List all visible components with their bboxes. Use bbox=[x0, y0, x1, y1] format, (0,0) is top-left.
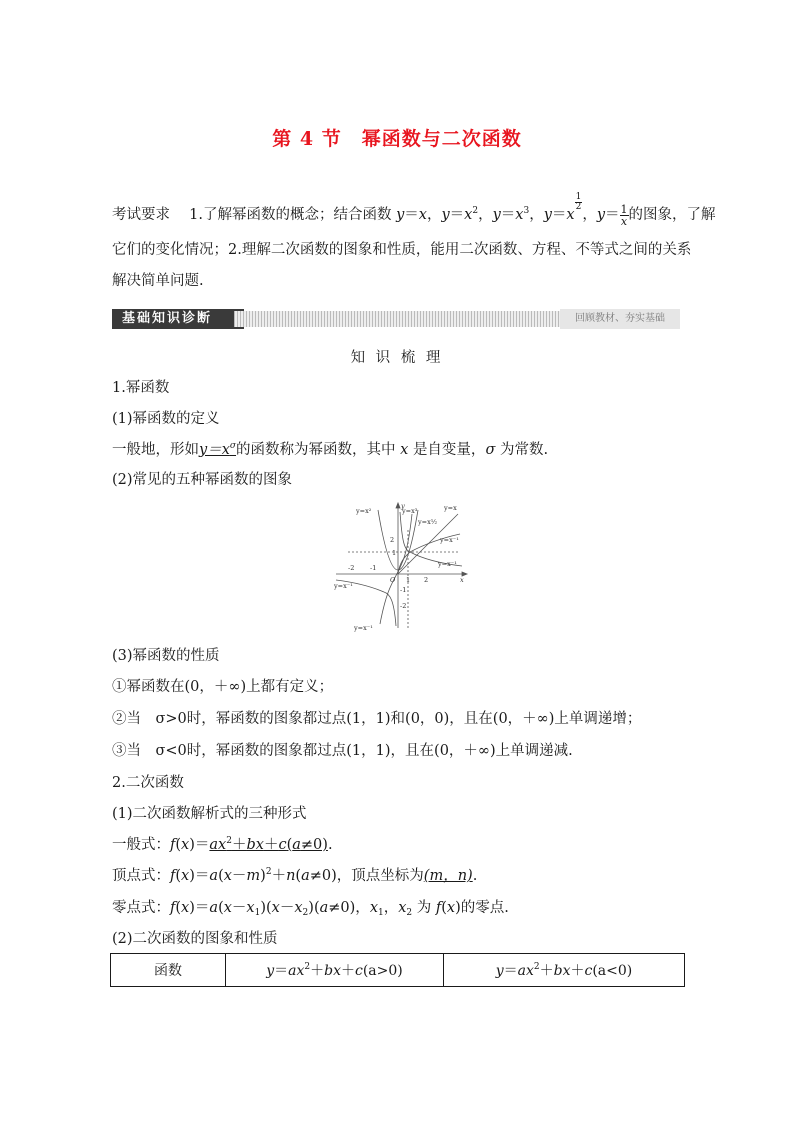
s1-p1-heading: (1)幂函数的定义 bbox=[112, 411, 220, 427]
label-origin: O bbox=[390, 576, 396, 584]
label-y-xinv-r: y=x⁻¹ bbox=[440, 536, 459, 544]
label-y-x2: y=x² bbox=[356, 507, 372, 515]
section-bar bbox=[112, 309, 680, 329]
tick-x-2: 2 bbox=[424, 576, 429, 584]
general-form: 一般式：$f(x)=ax^2+bx+c(a\ne 0)$. bbox=[112, 836, 333, 853]
section-bar-title: 基础知识诊断 bbox=[112, 309, 244, 329]
power-definition-formula: $y=x^\sigma$ bbox=[199, 441, 237, 458]
requirements-line-1 bbox=[112, 193, 716, 227]
label-y-xhalf: y=x½ bbox=[418, 518, 438, 526]
s1-p1-d: 为常数. bbox=[499, 442, 549, 458]
label-y-x: y=x bbox=[444, 504, 457, 512]
requirements-text-1b: 的图象，了解 bbox=[628, 207, 716, 223]
s1-p1-c: 是自变量， bbox=[412, 442, 486, 458]
tick-x-neg1: -1 bbox=[370, 564, 377, 572]
requirements-line-3: 解决简单问题. bbox=[112, 273, 204, 289]
s1-prop-3: ③当 σ<0时，幂函数的图象都过点(1，1)，且在(0，＋∞)上单调递减. bbox=[112, 743, 573, 759]
s1-p3-heading: (3)幂函数的性质 bbox=[112, 648, 220, 664]
quadratic-properties-table bbox=[110, 953, 685, 987]
label-y-xinv-left: y=x⁻¹ bbox=[334, 582, 353, 590]
s1-p1-b: 的函数称为幂函数，其中 bbox=[236, 442, 396, 458]
requirements-label: 考试要求 bbox=[112, 207, 170, 223]
vertex-coordinate: (m，n) bbox=[423, 868, 473, 884]
function-list: y＝x，$y=x^2$，$y=x^3$，y＝x $\frac{1}{2}$ ，y＝ $\frac{1}{x}$ bbox=[396, 192, 628, 228]
table-header-a-negative: $y=ax^2+bx+c(a<0)$ bbox=[444, 954, 685, 987]
s2-heading: 2.二次函数 bbox=[112, 775, 184, 791]
tick-x-1: 1 bbox=[406, 576, 411, 584]
section-bar-subtitle: 回顾教材、夯实基础 bbox=[560, 309, 680, 329]
s1-p1-text: 一般地，形如$y=x^\sigma$的函数称为幂函数，其中 x 是自变量，σ 为常数. bbox=[112, 441, 549, 458]
s1-heading: 1.幂函数 bbox=[112, 380, 170, 396]
page-title: 第 4 节 幂函数与二次函数 bbox=[272, 128, 522, 150]
s2-p2-heading: (2)二次函数的图象和性质 bbox=[112, 931, 278, 947]
vertex-form: 顶点式：$f(x)=a(x-m)^2+n(a\ne 0)$，顶点坐标为(m，n). bbox=[112, 867, 478, 884]
label-y-xinv-mid: y=x⁻¹ bbox=[438, 560, 457, 568]
s1-prop-2: ②当 σ>0时，幂函数的图象都过点(1，1)和(0，0)，且在(0，＋∞)上单调递增； bbox=[112, 711, 642, 727]
subheading: 知 识 梳 理 bbox=[350, 350, 444, 366]
s1-prop-1: ①幂函数在(0，＋∞)上都有定义； bbox=[112, 679, 334, 695]
label-axis-x: x bbox=[460, 576, 464, 584]
zero-form: 零点式：$f(x)=a(x-x_1)(x-x_2)(a\ne 0)$，$x_1$，$x_2$ 为 f(x)的零点. bbox=[112, 900, 509, 918]
table-header-function: 函数 bbox=[111, 954, 226, 987]
power-functions-graph bbox=[330, 500, 470, 635]
tick-x-neg2: -2 bbox=[348, 564, 355, 572]
tick-y-2: 2 bbox=[390, 536, 395, 544]
label-y-x3: y=x³ bbox=[402, 507, 418, 515]
s2-p1-heading: (1)二次函数解析式的三种形式 bbox=[112, 806, 307, 822]
tick-y-1: 1 bbox=[392, 549, 397, 557]
label-axis-y: y bbox=[401, 502, 405, 510]
requirements-line-2: 它们的变化情况；2.理解二次函数的图象和性质，能用二次函数、方程、不等式之间的关系 bbox=[112, 242, 692, 258]
label-y-xinv-bottom: y=x⁻¹ bbox=[354, 624, 373, 632]
s1-p1-a: 一般地，形如 bbox=[112, 442, 199, 458]
tick-y-neg1: -1 bbox=[400, 586, 407, 594]
table-row bbox=[111, 954, 685, 987]
s1-p2-heading: (2)常见的五种幂函数的图象 bbox=[112, 472, 293, 488]
tick-y-neg2: -2 bbox=[400, 602, 407, 610]
requirements-text-1a: 1.了解幂函数的概念；结合函数 bbox=[189, 207, 392, 223]
table-header-a-positive: $y=ax^2+bx+c(a>0)$ bbox=[226, 954, 444, 987]
